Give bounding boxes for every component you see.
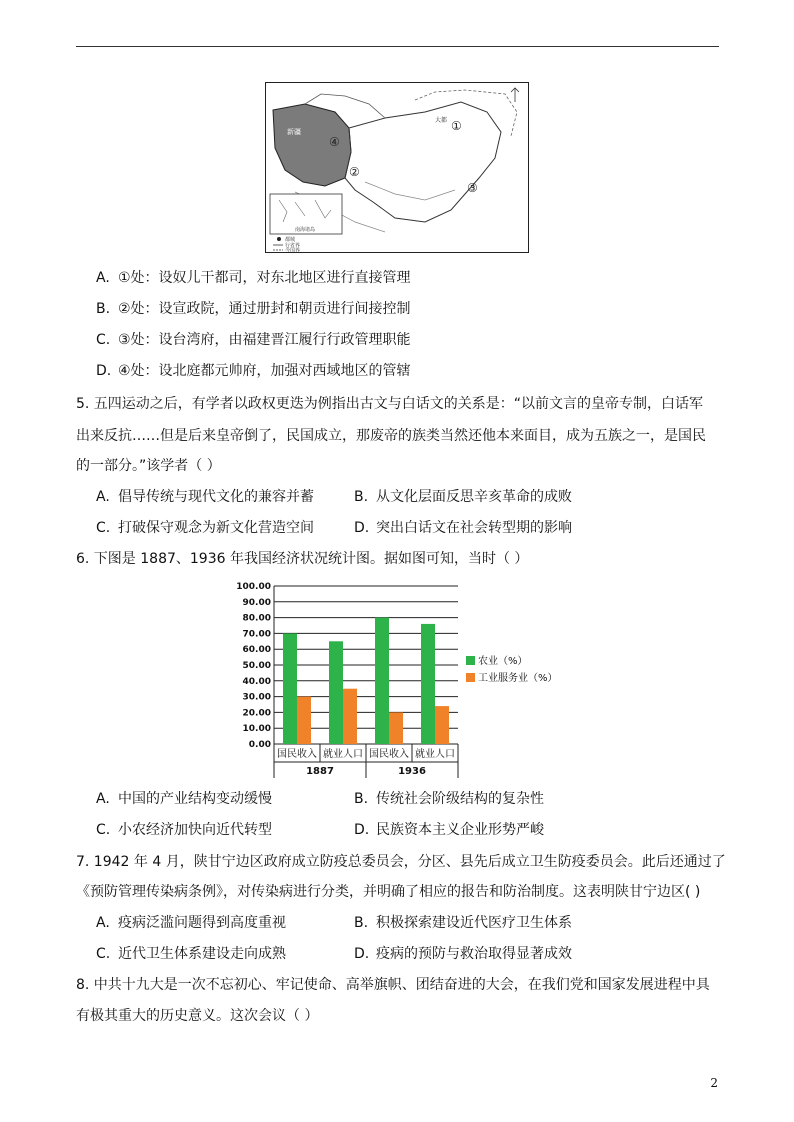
q8-stem-line2: 有极其重大的历史意义。这次会议（ ） xyxy=(76,1008,319,1024)
map-marker-2: ② xyxy=(349,165,360,179)
x-group-label: 1887 xyxy=(306,766,334,777)
y-tick-label: 80.00 xyxy=(242,613,271,624)
map-legend-province: 行省界 xyxy=(285,243,301,249)
q5-stem-line2: 出来反抗……但是后来皇帝倒了，民国成立，那废帝的族类当然还他本来面目，成为五族之一，是国民 xyxy=(76,428,706,444)
q5-stem-line1: 5. 五四运动之后，有学者以政权更迭为例指出古文与白话文的关系是：“以前文言的皇帝专制，白话军 xyxy=(76,396,704,412)
bar-agri-3 xyxy=(421,624,435,744)
bar-ind-0 xyxy=(297,697,311,744)
y-tick-label: 100.00 xyxy=(236,582,271,592)
legend-label: 工业服务业（%） xyxy=(478,673,558,684)
legend-swatch xyxy=(466,656,475,665)
q7-option-a: A. 疫病泛滥问题得到高度重视 xyxy=(96,915,286,931)
x-group-label: 1936 xyxy=(398,766,426,777)
x-category-label: 国民收入 xyxy=(369,749,409,760)
q7-option-d: D. 疫病的预防与救治取得显著成效 xyxy=(354,946,572,962)
historical-map xyxy=(265,82,529,253)
q7-option-b: B. 积极探索建设近代医疗卫生体系 xyxy=(354,915,572,931)
q5-option-d: D. 突出白话文在社会转型期的影响 xyxy=(354,520,572,536)
y-tick-label: 20.00 xyxy=(242,708,271,719)
y-tick-label: 50.00 xyxy=(242,661,271,671)
x-category-label: 国民收入 xyxy=(277,749,317,760)
q4-option-d: D. ④处：设北庭都元帅府，加强对西域地区的管辖 xyxy=(96,363,411,379)
q5-option-b: B. 从文化层面反思辛亥革命的成败 xyxy=(354,489,572,505)
map-marker-3: ③ xyxy=(467,181,478,195)
q6-option-c: C. 小农经济加快向近代转型 xyxy=(96,822,272,838)
q7-stem-line2: 《预防管理传染病条例》，对传染病进行分类，并明确了相应的报告和防治制度。这表明陕甘宁边区( ) xyxy=(76,884,701,900)
q6-option-a: A. 中国的产业结构变动缓慢 xyxy=(96,791,272,807)
bar-ind-2 xyxy=(389,712,403,744)
map-city-label: 大都 xyxy=(435,117,448,124)
q6-option-d: D. 民族资本主义企业形势严峻 xyxy=(354,822,544,838)
q5-stem-line3: 的一部分。”该学者（ ） xyxy=(76,458,221,474)
q7-option-c: C. 近代卫生体系建设走向成熟 xyxy=(96,946,286,962)
q7-stem-line1: 7. 1942 年 4 月，陕甘宁边区政府成立防疫总委员会，分区、县先后成立卫生防疫委员会。此后还通过了 xyxy=(76,854,726,870)
map-legend-border: 今国界 xyxy=(285,248,301,253)
q4-option-b: B. ②处：设宣政院，通过册封和朝贡进行间接控制 xyxy=(96,301,411,317)
map-marker-1: ① xyxy=(451,119,462,133)
q8-stem-line1: 8. 中共十九大是一次不忘初心、牢记使命、高举旗帜、团结奋进的大会，在我们党和国家发展进程中具 xyxy=(76,977,710,993)
y-tick-label: 10.00 xyxy=(242,724,271,735)
legend-label: 农业（%） xyxy=(478,656,528,667)
y-tick-label: 70.00 xyxy=(242,629,271,640)
map-region-label: 新疆 xyxy=(287,128,301,136)
bar-agri-1 xyxy=(329,641,343,744)
bar-agri-2 xyxy=(375,618,389,744)
map-inset-label: 南海诸岛 xyxy=(294,227,316,233)
q4-option-a: A. ①处：设奴儿干都司，对东北地区进行直接管理 xyxy=(96,270,411,286)
bar-ind-1 xyxy=(343,689,357,744)
page-number: 2 xyxy=(710,1076,718,1090)
q4-option-c: C. ③处：设台湾府，由福建晋江履行行政管理职能 xyxy=(96,332,411,348)
map-legend-capital: 都城 xyxy=(285,237,296,243)
map-marker-4: ④ xyxy=(329,135,340,149)
y-tick-label: 90.00 xyxy=(242,597,271,608)
y-tick-label: 60.00 xyxy=(242,645,271,656)
y-tick-label: 30.00 xyxy=(242,692,271,703)
q5-option-a: A. 倡导传统与现代文化的兼容并蓄 xyxy=(96,489,314,505)
q6-option-b: B. 传统社会阶级结构的复杂性 xyxy=(354,791,544,807)
x-category-label: 就业人口 xyxy=(415,749,455,760)
y-tick-label: 0.00 xyxy=(248,740,271,750)
q5-option-c: C. 打破保守观念为新文化营造空间 xyxy=(96,520,314,536)
bar-agri-0 xyxy=(283,633,297,744)
economy-bar-chart xyxy=(234,578,564,784)
x-category-label: 就业人口 xyxy=(323,749,363,760)
header-rule xyxy=(76,46,719,47)
q6-stem: 6. 下图是 1887、1936 年我国经济状况统计图。据如图可知，当时（ ） xyxy=(76,551,529,567)
legend-swatch xyxy=(466,673,475,682)
bar-ind-3 xyxy=(435,706,449,744)
y-tick-label: 40.00 xyxy=(242,676,271,687)
